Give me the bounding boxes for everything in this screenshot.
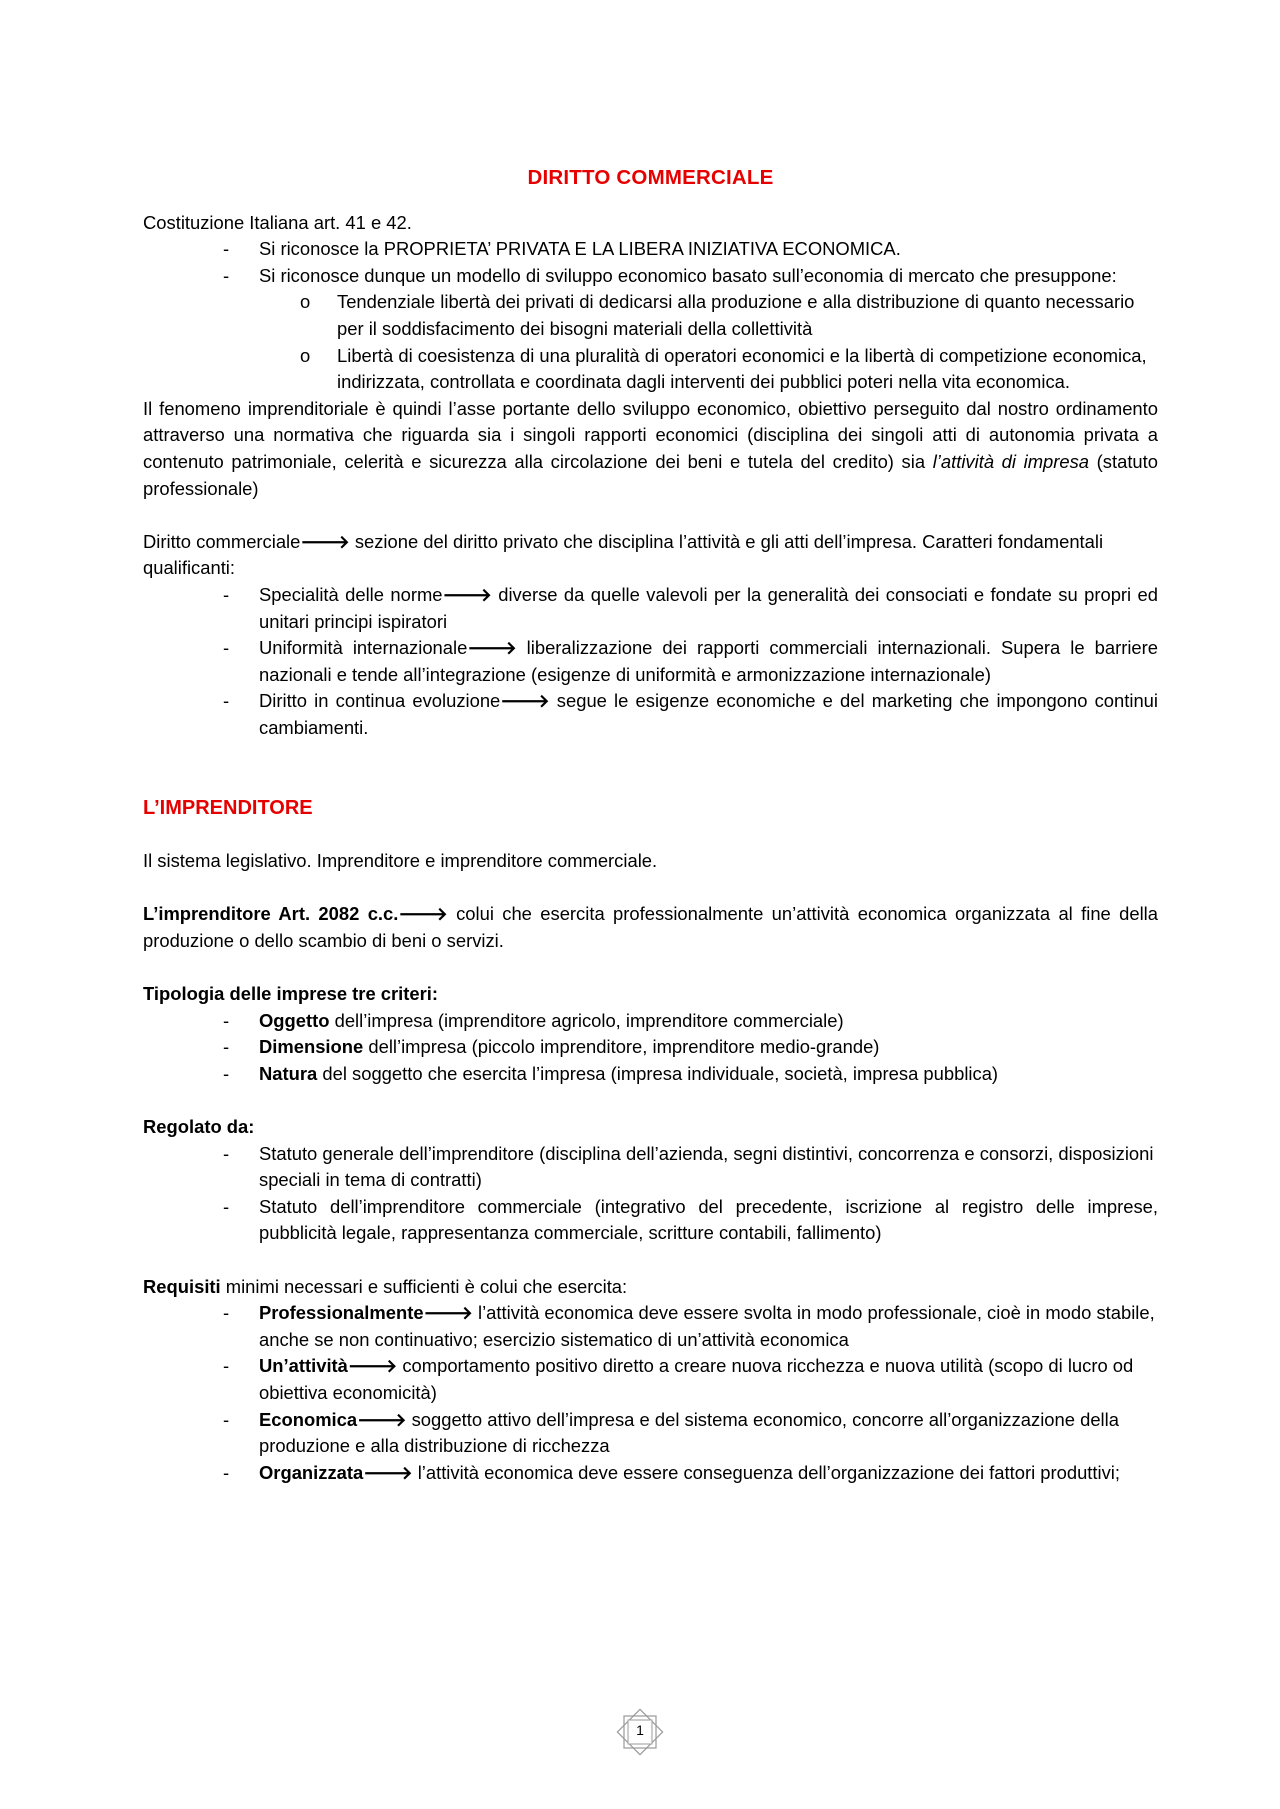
regolato-item: - Statuto dell’imprenditore commerciale (integrativo del precedente, iscrizione al registro delle imprese, pubblicità legale, rappresentanza commerciale, scritture contabili, fallimento) xyxy=(259,1194,1158,1247)
arrow-icon: 🡒 xyxy=(423,1302,473,1324)
requisiti-item: - Organizzata🡒 l’attività economica deve essere conseguenza dell’organizzazione dei fattori produttivi; xyxy=(259,1460,1158,1487)
dc-item: - Specialità delle norme🡒 diverse da quelle valevoli per la generalità dei consociati e fondate su propri ed unitari principi ispiratori xyxy=(259,582,1158,635)
intro-bullet: - Si riconosce la PROPRIETA’ PRIVATA E LA LIBERA INIZIATIVA ECONOMICA. xyxy=(259,236,1158,263)
tipologia-item: - Natura del soggetto che esercita l’impresa (impresa individuale, società, impresa pubblica) xyxy=(259,1061,1158,1088)
requisiti-item: - Economica🡒 soggetto attivo dell’impresa e del sistema economico, concorre all’organizzazione della produzione e alla distribuzione di ricchezza xyxy=(259,1407,1158,1460)
tipologia-title: Tipologia delle imprese tre criteri: xyxy=(143,983,439,1005)
page-number-footer xyxy=(616,1708,664,1756)
intro-subbullet: o Libertà di coesistenza di una pluralità di operatori economici e la libertà di competizione economica, indirizzata, controllata e coordinata dagli interventi dei pubblici poteri nella vita economica. xyxy=(337,343,1158,396)
dc-lead: Diritto commerciale🡒 sezione del diritto privato che disciplina l’attività e gli atti dell’impresa. Caratteri fondamentali qualificanti: xyxy=(143,530,1104,579)
tipologia-item: - Oggetto dell’impresa (imprenditore agricolo, imprenditore commerciale) xyxy=(259,1008,1158,1035)
page-number: 1 xyxy=(636,1722,644,1738)
requisiti-lead: Requisiti minimi necessari e sufficienti è colui che esercita: xyxy=(143,1275,628,1297)
intro-subbullet-list xyxy=(143,289,1158,395)
arrow-icon: 🡒 xyxy=(500,690,550,712)
intro-paragraph: Il fenomeno imprenditoriale è quindi l’asse portante dello sviluppo economico, obiettivo perseguito dal nostro ordinamento attraverso una normativa che riguarda sia i singoli rapporti economici (disciplina dei singoli atti di autonomia privata a contenuto patrimoniale, celerità e sicurezza alla circolazione dei beni e tutela del credito) sia l’attività di impresa (statuto professionale) xyxy=(143,397,1158,499)
tipologia-item: - Dimensione dell’impresa (piccolo imprenditore, imprenditore medio-grande) xyxy=(259,1034,1158,1061)
arrow-icon: 🡒 xyxy=(398,903,448,925)
arrow-icon: 🡒 xyxy=(357,1408,407,1430)
dc-item: - Uniformità internazionale🡒 liberalizzazione dei rapporti commerciali internazionali. Supera le barriere nazionali e tende all’integrazione (esigenze di uniformità e armonizzazione internazionale) xyxy=(259,635,1158,688)
intro-bullet: - Si riconosce dunque un modello di sviluppo economico basato sull’economia di mercato che presuppone: o Tendenziale libertà dei privati di dedicarsi alla produzione e alla distribuzione di quanto necessario per il soddisfacimento dei bisogni materiali della collettività o Libertà di coesistenza di una pluralità di operatori economici e la libertà di competizione economica, indirizzata, controllata e coordinata dagli interventi dei pubblici poteri nella vita economica. xyxy=(259,263,1158,396)
requisiti-item: - Professionalmente🡒 l’attività economica deve essere svolta in modo professionale, cioè in modo stabile, anche se non continuativo; esercizio sistematico di un’attività economica xyxy=(259,1300,1158,1353)
regolato-list xyxy=(143,1141,1158,1247)
document-page xyxy=(143,165,1158,1486)
section-heading-imprenditore: L’IMPRENDITORE xyxy=(143,797,313,820)
arrow-icon: 🡒 xyxy=(442,583,492,605)
italic-phrase: l’attività di impresa xyxy=(932,450,1090,472)
requisiti-item: - Un’attività🡒 comportamento positivo diretto a creare nuova ricchezza e nuova utilità (scopo di lucro od obiettiva economicità) xyxy=(259,1353,1158,1406)
arrow-icon: 🡒 xyxy=(300,530,350,552)
dc-list xyxy=(143,582,1158,742)
imprenditore-intro: Il sistema legislativo. Imprenditore e imprenditore commerciale. xyxy=(143,850,658,872)
imprenditore-definition: L’imprenditore Art. 2082 c.c.🡒 colui che esercita professionalmente un’attività economica organizzata al fine della produzione o dello scambio di beni o servizi. xyxy=(143,903,1158,951)
regolato-title: Regolato da: xyxy=(143,1116,255,1137)
dc-item: - Diritto in continua evoluzione🡒 segue le esigenze economiche e del marketing che impongono continui cambiamenti. xyxy=(259,688,1158,741)
requisiti-list xyxy=(143,1300,1158,1486)
arrow-icon: 🡒 xyxy=(363,1461,413,1483)
regolato-item: - Statuto generale dell’imprenditore (disciplina dell’azienda, segni distintivi, concorrenza e consorzi, disposizioni speciali in tema di contratti) xyxy=(259,1141,1158,1194)
intro-subbullet: o Tendenziale libertà dei privati di dedicarsi alla produzione e alla distribuzione di quanto necessario per il soddisfacimento dei bisogni materiali della collettività xyxy=(337,289,1158,342)
arrow-icon: 🡒 xyxy=(347,1355,398,1377)
intro-bullet-list xyxy=(143,236,1158,396)
document-title: DIRITTO COMMERCIALE xyxy=(527,166,774,189)
arrow-icon: 🡒 xyxy=(467,637,517,659)
tipologia-list xyxy=(143,1008,1158,1088)
intro-line: Costituzione Italiana art. 41 e 42. xyxy=(143,211,412,233)
